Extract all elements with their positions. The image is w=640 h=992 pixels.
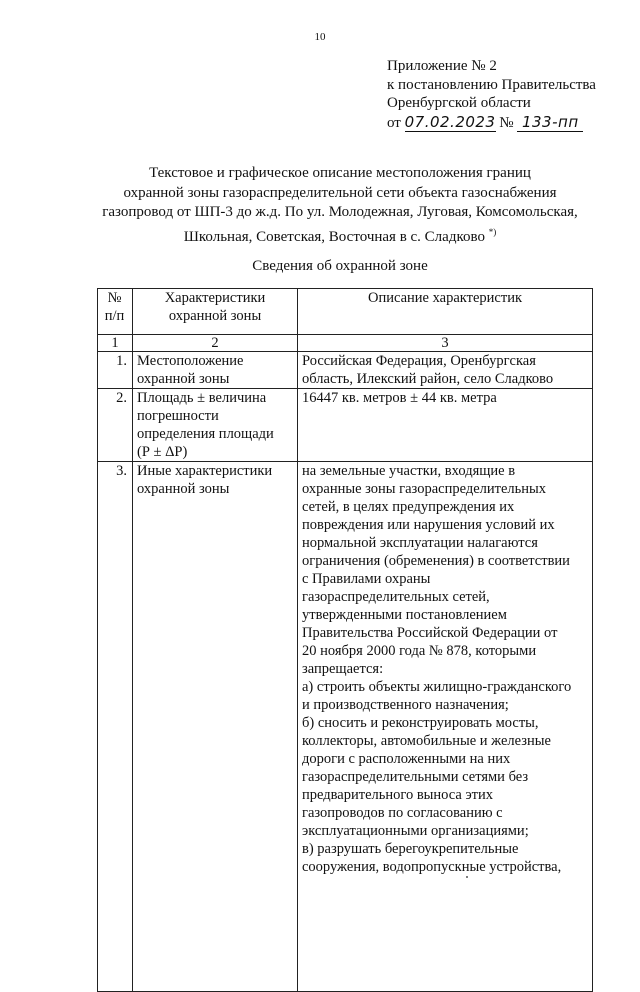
column-number-2: 2 [133,335,298,352]
title-line-2: охранной зоны газораспределительной сети объекта газоснабжения [123,184,557,201]
handwritten-number: 133-пп [517,113,583,133]
page-number: 10 [314,31,326,43]
table-row [98,389,593,462]
appendix-line-2: к постановлению Правительства [387,76,596,93]
scan-speck [466,876,468,878]
column-number-3: 3 [298,335,593,352]
title-line-3: газопровод от ШП-3 до ж.д. По ул. Молодежная, Луговая, Комсомольская, [102,204,578,221]
table-row [98,462,593,992]
title-line-4-text: Школьная, Советская, Восточная в с. Сладково [183,229,485,246]
row-description: на земельные участки, входящие в охранные зоны газораспределительных сетей, в целях предупреждения их повреждения или нарушения условий их нормальной эксплуатации налагаются ограничения (обременения) в соответствии с Правилами охраны газораспределительных сетей, утвержденными постановлением Правительства Российской Федерации от 20 ноября 2000 года № 878, которыми запрещается: а) строить объекты жилищно-гражданского и производственного назначения; б) сносить и реконструировать мосты, коллекторы, автомобильные и железные дороги с расположенными на них газораспределительными сетями без предварительного выноса этих газопроводов по согласованию с эксплуатационными организациями; в) разрушать берегоукрепительные сооружения, водопропускные устройства, [298,462,593,992]
header-number: № п/п [98,289,133,335]
handwritten-date: 07.02.2023 [404,112,496,131]
row-characteristic: Иные характеристики охранной зоны [133,462,298,992]
table-header-row [98,289,593,335]
appendix-date-line [387,113,596,133]
row-number: 1. [98,352,133,389]
footnote-mark: *) [488,227,497,238]
row-description: Российская Федерация, Оренбургская область, Илекский район, село Сладково [298,352,593,389]
number-sign: № [499,114,514,131]
column-number-1: 1 [98,335,133,352]
row-number: 2. [98,389,133,462]
column-number-row [98,335,593,352]
date-prefix: от [387,114,401,131]
appendix-header [387,57,596,132]
row-characteristic: Местоположение охранной зоны [133,352,298,389]
appendix-line-1: Приложение № 2 [387,58,497,74]
title-line-1: Текстовое и графическое описание местоположения границ [149,165,531,181]
row-number: 3. [98,462,133,992]
table-row [98,352,593,389]
header-description: Описание характеристик [298,289,593,335]
row-description: 16447 кв. метров ± 44 кв. метра [298,389,593,462]
title-line-4 [90,223,590,248]
appendix-line-3: Оренбургской области [387,95,531,111]
protected-zone-table [97,288,593,992]
section-title: Сведения об охранной зоне [252,258,428,274]
document-title [90,164,590,248]
row-characteristic: Площадь ± величина погрешности определения площади (Р ± ΔР) [133,389,298,462]
header-characteristic: Характеристики охранной зоны [133,289,298,335]
